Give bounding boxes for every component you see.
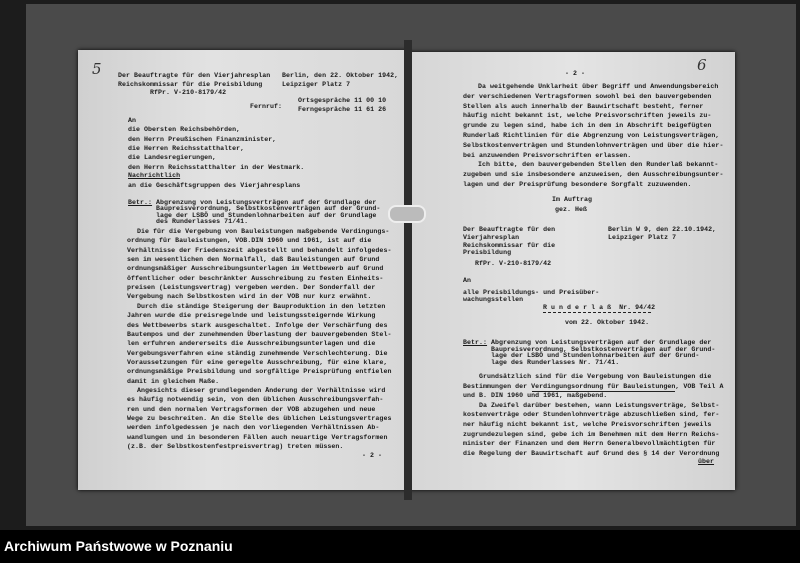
- body-line: zugrundezulegen sind, gebe ich im Benehmen mit dem Herrn Reichs-: [463, 430, 720, 438]
- phone-label: Fernruf:: [250, 103, 283, 110]
- signature-line: gez. Heß: [555, 206, 588, 213]
- sender-line: Der Beauftragte für den: [463, 226, 556, 233]
- body-line: Verhältnisse der Friedenszeit abgestellt und behandelt infolgedes-: [127, 246, 392, 254]
- sender-line: Der Beauftragte für den Vierjahresplan: [118, 72, 271, 79]
- body-line: des Wettbewerbs stark ausgeschaltet. Infolge der Verschärfung des: [127, 321, 388, 329]
- body-line: (z.B. der Selbstkostenfestpreisvertrag) treten müssen.: [127, 443, 344, 451]
- underline-verdingungsordnung: [532, 391, 675, 392]
- body-line: Durch die ständige Steigerung der Bauproduktion in den letzten: [137, 302, 386, 310]
- body-line: der verschiedenen Vertragsformen sowohl bei den bauvergebenden: [463, 92, 712, 100]
- body-line: häufig nicht bekannt ist, welche Preisvorschriften jeweils zu-: [463, 112, 712, 120]
- body-line: Bestimmungen der Verdingungsordnung für Bauleistungen, VOB Teil A: [463, 382, 724, 390]
- body-line: ordnungsmäßige Preisbildung und sorgfältige Preisprüfung entfielen: [127, 368, 392, 376]
- decree-date: vom 22. Oktober 1942.: [565, 319, 650, 326]
- phone-line: Ferngespräche 11 61 26: [298, 106, 387, 113]
- place-date-line: Berlin, den 22. Oktober 1942,: [282, 72, 399, 79]
- folio-number-right: 6: [697, 56, 707, 74]
- phone-line: Ortsgespräche 11 00 10: [298, 97, 387, 104]
- place-date-line: Berlin W 9, den 22.10.1942,: [608, 226, 717, 233]
- catchword: über: [698, 458, 715, 465]
- subject-line: lage der LSBÖ und Stundenlohnarbeiten auf der Grundlage: [156, 211, 377, 219]
- body-line: damit in gleichem Maße.: [127, 377, 220, 385]
- place-date-line: Leipziger Platz 7: [282, 80, 351, 88]
- sender-line: RfPr. V-210-8179/42: [150, 89, 227, 96]
- body-line: ordnung für Bauleistungen, VOB.DIN 1960 und 1961, ist auf die: [127, 237, 372, 245]
- body-line: Die für die Vergebung von Bauleistungen maßgebende Verdingungs-: [137, 228, 390, 235]
- body-line: sen im wesentlichen den Normalfall, daß Bauleistungen auf Grund: [127, 256, 380, 264]
- body-line: Vergebung nach Selbstkosten wird in der VOB nur kurz erwähnt.: [127, 293, 372, 301]
- decree-title-rule: [543, 312, 651, 313]
- sender-line: Preisbildung: [463, 249, 512, 257]
- body-line: Runderlaß Richtlinien für die Abgrenzung von Leistungsverträgen,: [463, 132, 720, 139]
- archive-name: Archiwum Państwowe w Poznaniu: [4, 538, 233, 554]
- body-line: öffentlicher oder beschränkter Ausschreibung zu festen Einheits-: [127, 274, 384, 282]
- subject-line: Baupreisverordnung, Selbstkostenverträgen auf der Grund-: [156, 205, 381, 213]
- body-line: len erfuhren andererseits die Ausschreibungsunterlagen und die: [127, 340, 376, 348]
- subject-line: des Runderlasses 71/41.: [156, 217, 249, 225]
- recipient-line: den Herrn Preußischen Finanzminister,: [128, 135, 277, 143]
- body-line: Voraussetzungen für eine geregelte Ausschreibung, für eine klare,: [127, 358, 388, 366]
- decree-title: R u n d e r l a ß Nr. 94/42: [543, 304, 656, 311]
- cc-label: Nachrichtlich: [128, 172, 181, 179]
- recipient-line: die Herren Reichsstatthalter,: [128, 144, 245, 152]
- body-line: Angesichts dieser grundlegenden Änderung der Verhältnisse wird: [137, 386, 386, 394]
- signature-line: Im Auftrag: [552, 196, 593, 203]
- subject-line: lage des Runderlasses Nr. 71/41.: [491, 358, 620, 366]
- recipient-line: den Herrn Reichsstatthalter in der Westmark.: [128, 163, 305, 171]
- subject-label: Betr.:: [463, 339, 488, 346]
- recipient-line: die Landesregierungen,: [128, 154, 217, 162]
- body-line: die Regelung der Bauwirtschaft auf Grund des § 14 der Verordnung: [463, 449, 720, 457]
- binding-clip: [388, 205, 426, 223]
- body-line: kostenverträge oder Stundenlohnverträge abzuschließen sind, fer-: [463, 411, 720, 419]
- recipient-line: wachungsstellen: [463, 296, 524, 303]
- body-line: grunde zu legen sind, habe ich in dem in Abschrift beigefügten: [463, 122, 712, 130]
- place-date-line: Leipziger Platz 7: [608, 233, 677, 241]
- recipient-line: alle Preisbildungs- und Preisüber-: [463, 289, 600, 296]
- body-line: Stellen als auch innerhalb der Bauwirtschaft besteht, ferner: [463, 102, 704, 110]
- body-line: Da weitgehende Unklarheit über Begriff und Anwendungsbereich: [478, 83, 719, 90]
- body-line: wandlungen und in besonderen Fällen auch neuartige Vertragsformen: [127, 433, 388, 441]
- subject-line: lage der LSBÖ und Stundenlohnarbeiten auf der Grund-: [491, 352, 700, 359]
- body-line: zugeben und sie insbesondere anzuweisen, den Ausschreibungsunter-: [463, 171, 724, 179]
- body-line: Bautempos und der zunehmenden Überlastung der bauvergebenden Stel-: [127, 330, 392, 338]
- archive-footer: [0, 530, 800, 563]
- page-gutter: [404, 40, 412, 500]
- subject-label: Betr.:: [128, 199, 153, 206]
- page-marker: - 2 -: [565, 70, 586, 77]
- body-line: preisen (Leistungsvertrag) vergeben werden. Der Sonderfall der: [127, 284, 376, 292]
- body-line: ren und den normalen Vertragsformen der VOB abzugehen und neue: [127, 405, 376, 413]
- body-line: ner häufig nicht bekannt ist, welche Preisvorschriften jeweils: [463, 421, 712, 428]
- subject-line: Baupreisverordnung, Selbstkostenverträgen auf der Grund-: [491, 345, 716, 353]
- sender-line: Reichskommissar für die Preisbildung: [118, 80, 263, 88]
- subject-line: Abgrenzung von Leistungsverträgen auf der Grundlage der: [156, 199, 377, 206]
- body-line: es häufig notwendig sein, von den üblichen Ausschreibungsverfah-: [127, 396, 384, 404]
- body-line: Da Zweifel darüber bestehen, wann Leistungsverträge, Selbst-: [479, 401, 720, 409]
- body-line: Jahren wurde die preisregelnde und leistungssteigernde Wirkung: [127, 312, 376, 320]
- recipient-line: An: [463, 277, 472, 284]
- reference-number: RfPr. V-210-8179/42: [475, 260, 552, 267]
- cc-line: an die Geschäftsgruppen des Vierjahresplans: [128, 182, 301, 189]
- body-line: werden infolgedessen je nach den vorliegenden Verhältnissen Ab-: [127, 424, 380, 432]
- body-line: lagen und der Preisprüfung besondere Sorgfalt zuzuwenden.: [463, 181, 692, 188]
- subject-line: Abgrenzung von Leistungsverträgen auf der Grundlage der: [491, 339, 712, 346]
- sender-line: Vierjahresplan: [463, 233, 520, 241]
- folio-number-left: 5: [92, 60, 102, 78]
- body-line: ordnungsmäßiger Ausschreibungsunterlagen im Wettbewerb auf Grund: [127, 265, 384, 273]
- body-line: und B. DIN 1960 und 1961, maßgebend.: [463, 392, 608, 400]
- body-line: Grundsätzlich sind für die Vergebung von Bauleistungen die: [479, 373, 712, 380]
- sender-line: Reichskommissar für die: [463, 241, 556, 249]
- page-marker: - 2 -: [362, 452, 383, 459]
- body-line: Ich bitte, den bauvergebenden Stellen den Runderlaß bekannt-: [478, 161, 719, 169]
- body-line: Vergebungsverfahren eine ständig zunehmende Verschlechterung. Die: [127, 349, 388, 357]
- body-line: bei anzuwenden Preisvorschriften erlassen.: [463, 151, 632, 159]
- recipient-line: die Obersten Reichsbehörden,: [128, 126, 241, 134]
- body-line: Wege zu beschreiten. An die Stelle des üblichen Leistungsvertrages: [127, 415, 392, 422]
- body-line: Selbstkostenverträgen und Stundenlohnverträgen und über die hier-: [463, 141, 724, 149]
- recipient-line: An: [128, 117, 137, 124]
- body-line: minister der Finanzen und dem Herrn Generalbevollmächtigten für: [463, 440, 716, 448]
